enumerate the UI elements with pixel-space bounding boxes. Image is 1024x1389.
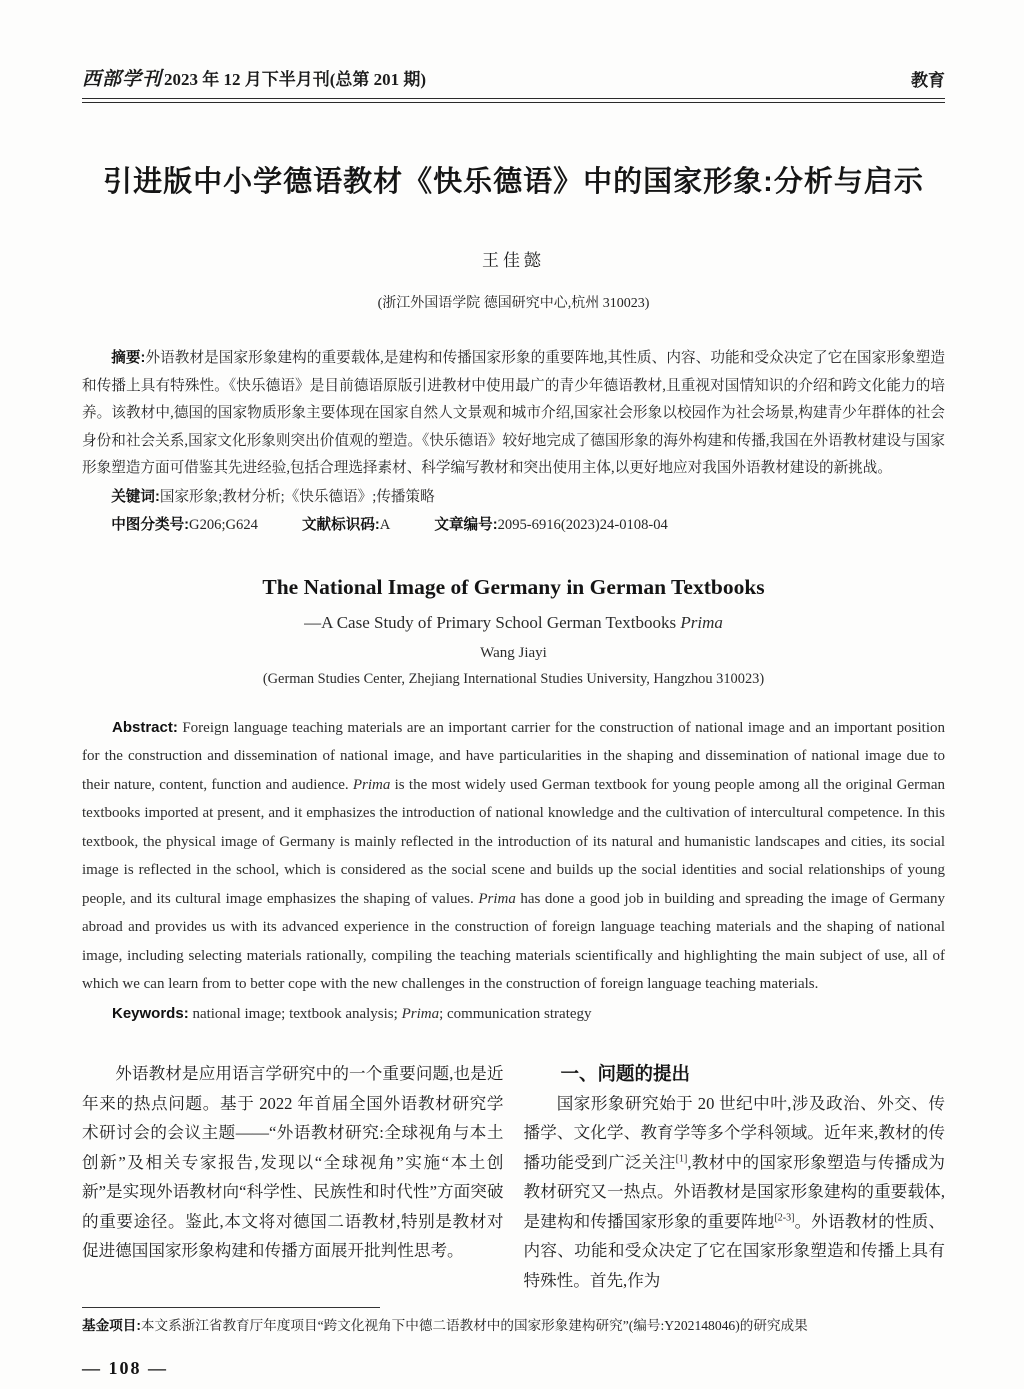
section-label: 教育 [911, 71, 945, 90]
fund-project-note [82, 1314, 945, 1338]
fund-project-text: 本文系浙江省教育厅年度项目“跨文化视角下中德二语教材中的国家形象建构研究”(编号:Y202148046)的研究成果 [140, 1318, 808, 1333]
abstract-cn-text: 外语教材是国家形象建构的重要载体,是建构和传播国家形象的重要阵地,其性质、内容、功能和受众决定了它在国家形象塑造和传播上具有特殊性。《快乐德语》是目前德语原版引进教材中使用最广的青少年德语教材,且重视对国情知识的介绍和跨文化能力的培养。该教材中,德国的国家物质形象主要体现在国家自然人文景观和城市介绍,国家社会形象以校园作为社会场景,构建青少年群体的社会身份和社会关系,国家文化形象则突出价值观的塑造。《快乐德语》较好地完成了德国形象的海外构建和传播,我国在外语教材建设与国家形象塑造方面可借鉴其先进经验,包括合理选择素材、科学编写教材和突出使用主体,以更好地应对我国外语教材建设的新挑战。 [82, 350, 945, 476]
page-header [82, 64, 945, 91]
doc-code-value: A [379, 516, 391, 533]
journal-issue-info [82, 64, 426, 91]
citation-ref-2-3: [2-3] [774, 1211, 795, 1223]
section-heading-1: 一、问题的提出 [560, 1063, 691, 1084]
body-text: 。外语教材的性质、内容、功能和受众决定了它在国家形象塑造和传播上具有特殊性。首先,作为 [523, 1211, 945, 1290]
keywords-cn [82, 483, 945, 511]
abstract-cn [82, 345, 945, 483]
right-column [524, 1059, 946, 1295]
abstract-cn-label: 摘要: [111, 350, 146, 366]
keywords-cn-text: 国家形象;教材分析;《快乐德语》;传播策略 [159, 488, 435, 505]
subtitle-text: —A Case Study of Primary School German Textbooks [304, 612, 681, 632]
keywords-en-part1: national image; textbook analysis; [188, 1005, 402, 1022]
body-text: 国家形象研究始于 20 世纪中叶,涉及政治、外交、传播学、文化学、教育学等多个学科领域。近年来,教材的传播功能受到广泛关注 [523, 1093, 945, 1172]
page-number: — 108 — [82, 1358, 168, 1378]
keywords-en [82, 1000, 945, 1029]
doc-code-label: 文献标识码: [301, 516, 380, 533]
article-subtitle-en [82, 613, 945, 633]
body-text: ,教材中的国家形象塑造与传播成为教材研究又一热点。外语教材是国家形象建构的重要载体,是建构和传播国家形象的重要阵地 [523, 1152, 946, 1231]
intro-paragraph: 外语教材是应用语言学研究中的一个重要问题,也是近年来的热点问题。基于 2022 年首届全国外语教材研究学术研讨会的会议主题——“外语教材研究:全球视角与本土创新”及相关专家报告,发现以“全球视角”实施“本土创新”是实现外语教材向“科学性、民族性和时代性”方面突破的重要途径。鉴此,本文将对德国二语教材,特别是教材对促进德国国家形象构建和传播方面展开批判性思考。 [82, 1064, 504, 1260]
abstract-en-part1: Foreign language teaching materials are an important carrier for the construction of national image and an important position for the construction and dissemination of national image, and have particularities in the shaping and dissemination of national image due to their nature, content, function and audience. [82, 719, 945, 793]
keywords-en-label: Keywords: [112, 1004, 189, 1022]
article-title-cn: 引进版中小学德语教材《快乐德语》中的国家形象:分析与启示 [103, 166, 924, 198]
abstract-en-label: Abstract: [112, 718, 178, 736]
section-1-paragraph [524, 1089, 946, 1296]
keywords-cn-label: 关键词: [111, 488, 160, 505]
footnote-divider [82, 1307, 380, 1308]
clc-value: G206;G624 [189, 516, 258, 533]
body-columns [82, 1059, 945, 1295]
issue-info-text: 2023 年 12 月下半月刊(总第 201 期) [164, 70, 427, 89]
book-title-prima: Prima [352, 776, 391, 793]
classification-line [82, 511, 945, 539]
affiliation-cn: (浙江外国语学院 德国研究中心,杭州 310023) [377, 296, 650, 311]
affiliation-en: (German Studies Center, Zhejiang International Studies University, Hangzhou 310023) [262, 670, 765, 687]
keywords-en-part2: ; communication strategy [439, 1005, 592, 1022]
article-title-en: The National Image of Germany in German Textbooks [262, 574, 765, 599]
book-title-prima: Prima [478, 890, 516, 907]
article-id-value: 2095-6916(2023)24-0108-04 [497, 516, 668, 533]
author-name-en: Wang Jiayi [480, 644, 547, 661]
left-column [82, 1059, 504, 1295]
journal-masthead: 西部学刊 [82, 69, 163, 90]
abstract-en-part2: is the most widely used German textbook for young people among all the original German textbooks imported at present, and it emphasizes the introduction of national knowledge and the cultivation of intercultural competence. In this textbook, the physical image of Germany is mainly reflected in the introduction of its natural and humanistic landscapes and cities, its social image is reflected in the school, which is considered as the social scene and builds up the social identities and social relationships of young people, and its cultural image emphasizes the shaping of values. [82, 776, 945, 907]
abstract-en [82, 714, 945, 999]
author-name-cn: 王佳懿 [482, 251, 545, 270]
abstract-en-part3: has done a good job in building and spreading the image of Germany abroad and provides us with its advanced experience in the construction of foreign language teaching materials and the shaping of national image, including selecting materials rationally, compiling the teaching materials scientifically and highlighting the main subject of use, all of which we can learn from to better cope with the new challenges in the construction of foreign language teaching materials. [82, 890, 945, 992]
clc-label: 中图分类号: [111, 516, 190, 533]
book-title-prima: Prima [401, 1005, 440, 1022]
subtitle-book-title: Prima [680, 612, 723, 632]
article-id-label: 文章编号: [434, 516, 498, 533]
fund-project-label: 基金项目: [82, 1318, 141, 1333]
header-divider [82, 98, 945, 103]
citation-ref-1: [1] [675, 1152, 688, 1164]
